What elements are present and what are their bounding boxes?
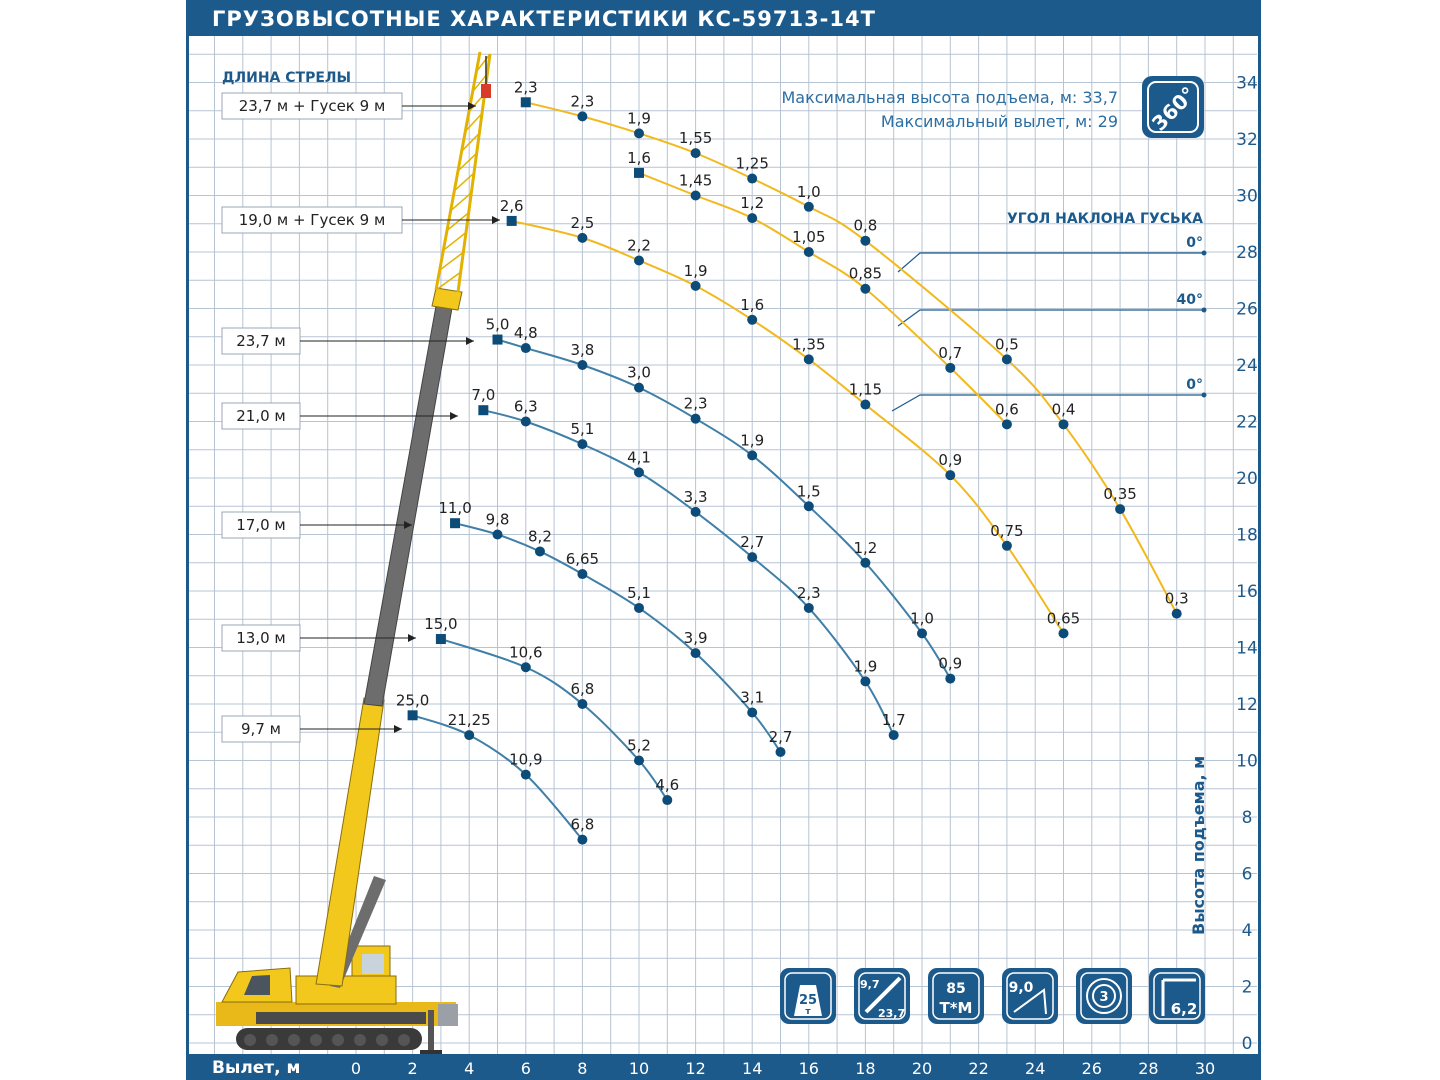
data-point (577, 569, 587, 579)
data-label: 10,6 (509, 643, 543, 662)
data-label: 1,45 (678, 171, 713, 190)
x-tick-label: 4 (464, 1059, 475, 1078)
data-label: 2,3 (796, 583, 821, 602)
y-tick-label: 8 (1241, 808, 1253, 828)
y-tick-label: 28 (1236, 243, 1258, 263)
crane-chassis-dark (256, 1012, 426, 1024)
x-tick-label: 18 (855, 1059, 876, 1078)
data-point (747, 552, 757, 562)
data-label: 1,0 (796, 182, 821, 201)
x-tick-label: 24 (1025, 1059, 1046, 1078)
data-point (1059, 628, 1069, 638)
data-point (634, 168, 644, 178)
capacity-value: 25 (798, 993, 818, 1008)
x-tick-label: 14 (742, 1059, 763, 1078)
data-label: 2,3 (683, 394, 708, 413)
data-label: 1,5 (796, 482, 821, 501)
data-point (889, 730, 899, 740)
data-point (478, 405, 488, 415)
data-point (1002, 419, 1012, 429)
x-tick-label: 8 (577, 1059, 588, 1078)
y-tick-label: 22 (1236, 412, 1258, 433)
data-label: 0,8 (853, 216, 878, 235)
data-point (804, 202, 814, 212)
data-point (860, 558, 870, 568)
data-point (804, 247, 814, 257)
data-label: 7,0 (471, 386, 496, 405)
y-tick-label: 16 (1236, 582, 1258, 602)
data-point (917, 628, 927, 638)
data-label: 2,3 (570, 92, 595, 111)
data-point (747, 450, 757, 460)
data-point (1172, 609, 1182, 619)
data-label: 0,9 (938, 654, 963, 673)
data-point (662, 795, 672, 805)
data-point (450, 518, 460, 528)
data-point (945, 363, 955, 373)
outrigger-badge (1002, 968, 1058, 1024)
data-label: 1,9 (627, 109, 651, 128)
x-tick-label: 28 (1138, 1059, 1159, 1078)
data-label: 0,85 (848, 264, 883, 283)
x-axis-label: Вылет, м (212, 1058, 301, 1078)
crane-turntable (296, 976, 396, 1004)
y-tick-label: 14 (1236, 638, 1258, 659)
x-tick-label: 2 (407, 1059, 418, 1078)
data-point (634, 255, 644, 265)
data-point (521, 343, 531, 353)
data-point (691, 191, 701, 201)
data-point (860, 284, 870, 294)
max-reach-info: Максимальный вылет, м: 29 (880, 112, 1118, 131)
boom-length-badge (854, 968, 910, 1024)
data-point (860, 400, 870, 410)
y-tick-label: 18 (1236, 525, 1258, 546)
data-label: 2,2 (627, 236, 651, 255)
moment-unit: Т*М (939, 999, 973, 1017)
height-value: 6,2 (1170, 1000, 1198, 1018)
rotation-360-text: 360° (1146, 81, 1201, 136)
rotation-360-badge (1142, 76, 1204, 138)
rear-light (438, 1004, 458, 1026)
data-point (493, 530, 503, 540)
data-label: 11,0 (438, 499, 472, 518)
data-point (747, 213, 757, 223)
data-label: 15,0 (424, 615, 458, 634)
data-label: 1,55 (678, 129, 713, 148)
data-label: 0,3 (1164, 589, 1189, 608)
moment-badge (928, 968, 984, 1024)
boom-label: 13,0 м (236, 629, 286, 647)
boom-label: 19,0 м + Гусек 9 м (238, 211, 386, 229)
data-label: 0,7 (938, 343, 963, 362)
jib-angle-label: 0° (1186, 235, 1203, 251)
data-point (521, 97, 531, 107)
boom-label: 23,7 м (236, 332, 286, 350)
data-label: 0,5 (994, 335, 1019, 354)
data-point (776, 747, 786, 757)
data-point (408, 710, 418, 720)
data-point (634, 603, 644, 613)
data-point (860, 676, 870, 686)
data-label: 6,3 (513, 397, 538, 416)
data-point (634, 128, 644, 138)
y-tick-label: 2 (1241, 977, 1253, 998)
capacity-unit: т (805, 1007, 811, 1017)
data-label: 0,9 (938, 451, 963, 470)
data-point (634, 756, 644, 766)
data-label: 3,9 (683, 629, 708, 648)
x-tick-label: 22 (968, 1059, 989, 1078)
data-label: 0,75 (990, 521, 1024, 540)
data-point (577, 111, 587, 121)
x-tick-label: 16 (798, 1059, 819, 1078)
y-tick-label: 4 (1241, 921, 1253, 941)
data-label: 21,25 (447, 711, 491, 730)
data-point (1059, 419, 1069, 429)
x-tick-label: 20 (911, 1059, 933, 1078)
data-label: 2,7 (768, 728, 793, 747)
boom-max-value: 23,7 (878, 1007, 906, 1020)
data-label: 1,15 (848, 380, 883, 399)
data-label: 2,6 (499, 196, 524, 215)
right-frame (1258, 0, 1261, 1080)
data-label: 1,9 (683, 261, 708, 280)
data-point (1115, 504, 1125, 514)
data-point (577, 360, 587, 370)
data-label: 1,35 (792, 335, 826, 354)
data-label: 3,1 (740, 688, 765, 707)
data-point (521, 417, 531, 427)
jib-angle-title: УГОЛ НАКЛОНА ГУСЬКА (1006, 211, 1203, 227)
capacity-badge (780, 968, 836, 1024)
x-tick-label: 6 (520, 1059, 531, 1078)
data-label: 9,8 (485, 510, 510, 529)
jib-angle-label: 40° (1176, 292, 1203, 308)
data-label: 5,1 (627, 583, 651, 602)
data-point (691, 648, 701, 658)
operator-cabin-window (362, 954, 384, 974)
data-point (747, 707, 757, 717)
y-tick-label: 24 (1236, 356, 1258, 376)
left-frame (186, 0, 189, 1080)
y-tick-label: 6 (1241, 864, 1253, 885)
jib-angle-dot (1202, 393, 1207, 398)
data-point (507, 216, 517, 226)
data-point (634, 383, 644, 393)
max-height-info: Максимальная высота подъема, м: 33,7 (781, 88, 1118, 107)
data-point (634, 467, 644, 477)
x-tick-label: 0 (350, 1059, 362, 1078)
data-label: 1,0 (910, 609, 934, 628)
data-point (860, 236, 870, 246)
data-label: 1,05 (792, 228, 826, 246)
boom-label: 17,0 м (236, 516, 286, 534)
y-tick-label: 30 (1236, 186, 1258, 207)
data-label: 1,2 (740, 194, 765, 213)
data-point (577, 835, 587, 845)
data-label: 5,2 (627, 736, 651, 755)
outrigger-rear (428, 1010, 434, 1052)
data-point (493, 335, 503, 345)
x-tick-label: 12 (685, 1059, 706, 1078)
hook-block (481, 84, 491, 98)
data-label: 1,25 (735, 154, 769, 173)
y-tick-label: 0 (1241, 1034, 1253, 1054)
data-point (945, 674, 955, 684)
data-label: 4,6 (655, 776, 680, 795)
data-label: 1,6 (740, 295, 765, 314)
boom-label: 21,0 м (236, 407, 286, 425)
data-point (691, 281, 701, 291)
moment-value: 85 (946, 981, 966, 997)
data-point (747, 315, 757, 325)
y-tick-label: 26 (1236, 299, 1258, 320)
data-label: 3,3 (683, 487, 708, 506)
jib-angle-dot (1202, 308, 1207, 313)
data-point (804, 603, 814, 613)
data-point (464, 730, 474, 740)
data-label: 1,6 (627, 148, 651, 167)
x-tick-label: 26 (1081, 1059, 1102, 1078)
data-point (521, 770, 531, 780)
data-label: 1,9 (740, 431, 765, 450)
data-label: 4,1 (627, 448, 651, 467)
x-tick-label: 30 (1194, 1059, 1216, 1078)
data-point (804, 501, 814, 511)
boom-length-title: ДЛИНА СТРЕЛЫ (222, 70, 352, 86)
data-label: 6,8 (570, 815, 595, 834)
data-point (535, 546, 545, 556)
data-label: 0,4 (1051, 400, 1076, 419)
data-point (747, 174, 757, 184)
data-label: 1,7 (881, 711, 906, 730)
data-label: 4,8 (513, 324, 538, 343)
y-tick-label: 12 (1236, 695, 1258, 715)
jib-angle-label: 0° (1186, 377, 1203, 393)
boom-label: 23,7 м + Гусек 9 м (238, 97, 386, 115)
y-tick-label: 10 (1236, 751, 1258, 772)
chart-title: ГРУЗОВЫСОТНЫЕ ХАРАКТЕРИСТИКИ КС-59713-14Т (212, 7, 876, 31)
x-tick-label: 10 (628, 1059, 650, 1078)
data-label: 6,8 (570, 680, 595, 698)
data-label: 25,0 (395, 691, 430, 710)
data-label: 0,65 (1046, 609, 1081, 628)
outrigger-pad (420, 1050, 442, 1054)
y-tick-label: 34 (1236, 73, 1258, 94)
data-label: 1,9 (853, 657, 878, 676)
data-point (691, 414, 701, 424)
data-point (577, 699, 587, 709)
data-label: 0,35 (1103, 485, 1137, 504)
data-point (1002, 541, 1012, 551)
data-point (1002, 354, 1012, 364)
data-point (691, 507, 701, 517)
y-tick-label: 32 (1236, 130, 1258, 150)
height-badge (1149, 968, 1205, 1024)
y-axis-label: Высота подъема, м (1189, 755, 1208, 935)
data-label: 6,65 (565, 550, 600, 569)
data-point (577, 439, 587, 449)
data-label: 5,0 (485, 315, 510, 334)
data-point (577, 233, 587, 243)
data-label: 5,1 (570, 420, 595, 439)
data-label: 10,9 (509, 750, 543, 769)
data-point (945, 470, 955, 480)
data-label: 0,6 (994, 400, 1019, 419)
data-point (521, 662, 531, 672)
boom-label: 9,7 м (241, 720, 281, 738)
data-point (804, 354, 814, 364)
crane-track (236, 1028, 422, 1050)
jib-angle-dot (1202, 251, 1207, 256)
data-label: 2,3 (513, 78, 538, 97)
y-tick-label: 20 (1236, 469, 1258, 489)
axle-badge (1076, 968, 1132, 1024)
data-label: 2,5 (570, 213, 595, 232)
data-label: 3,8 (570, 341, 595, 359)
data-label: 8,2 (528, 527, 552, 546)
axle-value: 3 (1099, 990, 1109, 1005)
data-label: 1,2 (853, 538, 878, 557)
data-point (436, 634, 446, 644)
boom-min-value: 9,7 (860, 978, 880, 991)
outrigger-value: 9,0 (1008, 980, 1034, 996)
data-label: 2,7 (740, 533, 765, 552)
data-label: 3,0 (627, 363, 651, 382)
data-point (691, 148, 701, 158)
